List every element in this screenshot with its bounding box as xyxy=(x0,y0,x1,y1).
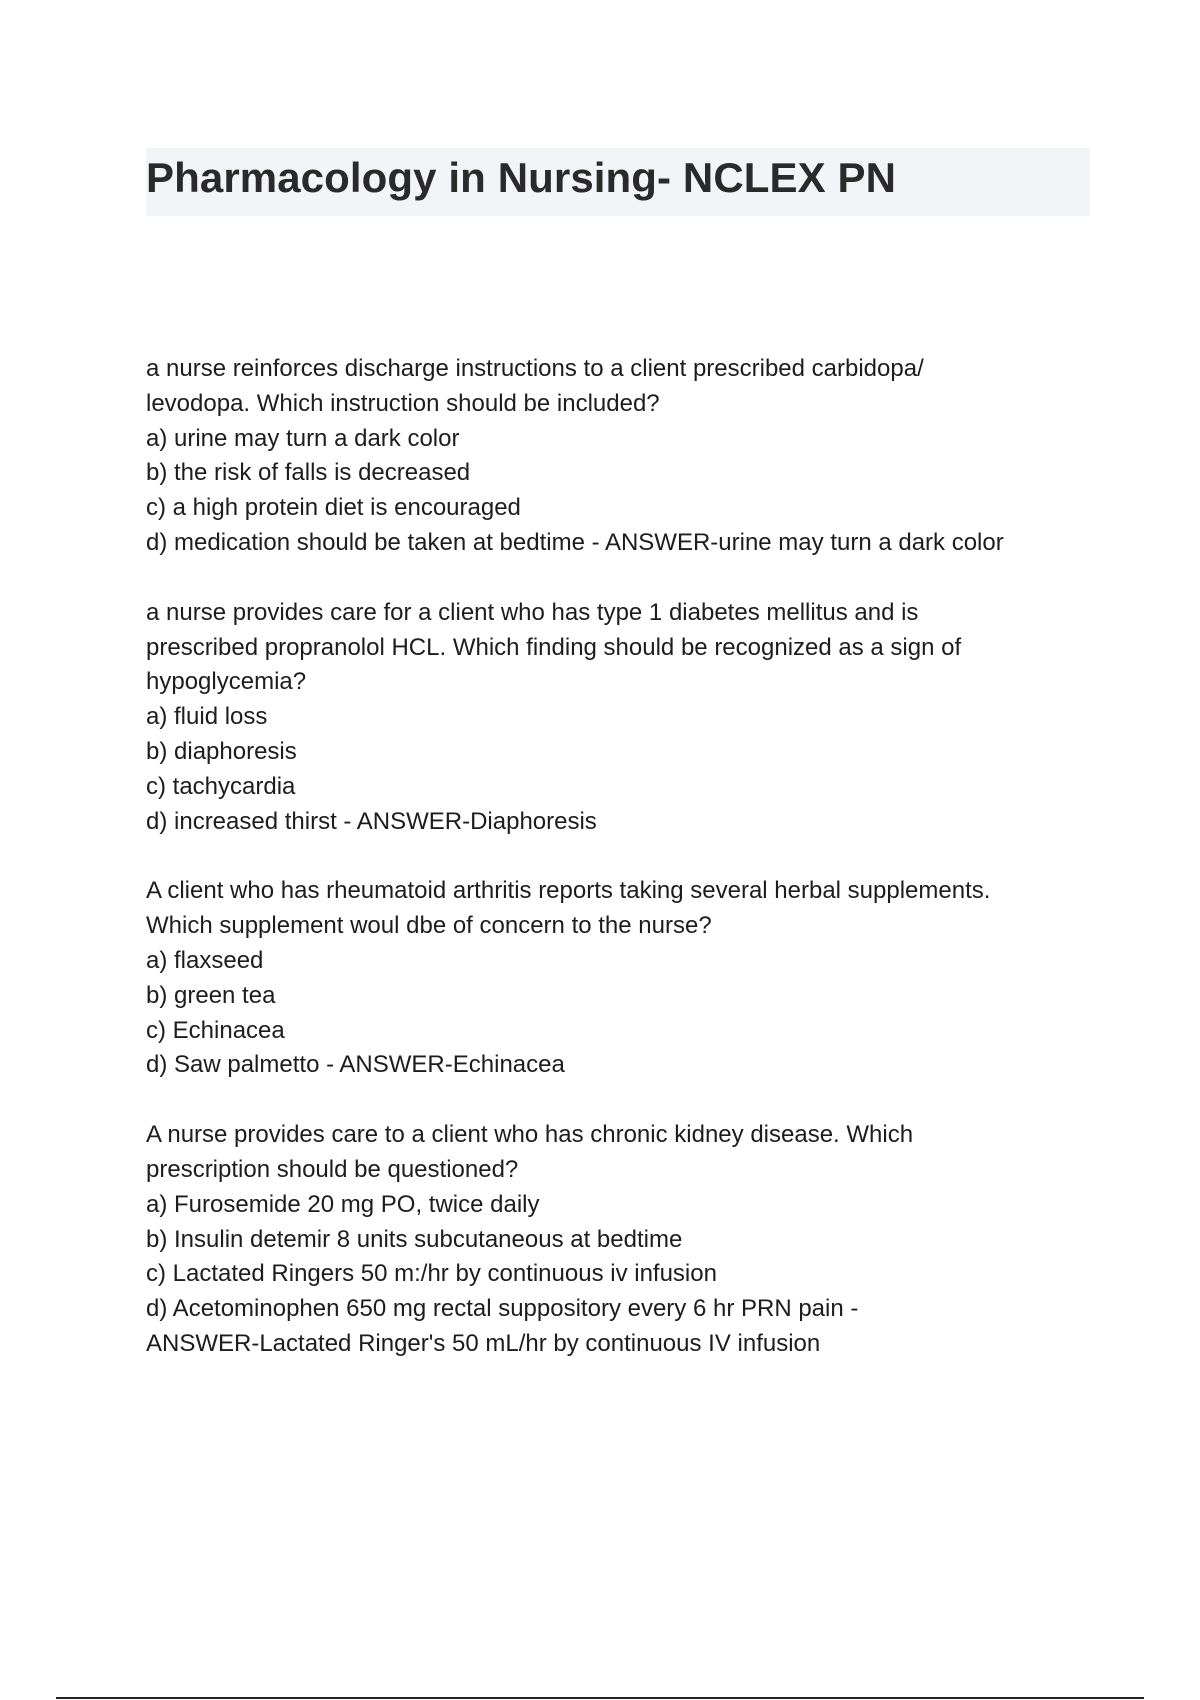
question-text-line: levodopa. Which instruction should be included? xyxy=(146,389,660,417)
answer-option-c: c) Echinacea xyxy=(146,1016,285,1044)
qa-block-1 xyxy=(146,352,1106,561)
answer-option-a: a) fluid loss xyxy=(146,703,268,731)
answer-option-d-with-answer: d) medication should be taken at bedtime - ANSWER-urine may turn a dark color xyxy=(146,528,1004,556)
page-title: Pharmacology in Nursing- NCLEX PN xyxy=(146,154,897,201)
answer-option-b: b) the risk of falls is decreased xyxy=(146,459,471,487)
question-text-line: prescription should be questioned? xyxy=(146,1155,519,1183)
qa-content xyxy=(146,352,1106,1397)
qa-block-3 xyxy=(146,874,1106,1083)
answer-option-c: c) tachycardia xyxy=(146,772,296,800)
answer-option-c: c) a high protein diet is encouraged xyxy=(146,494,521,522)
answer-text-line: ANSWER-Lactated Ringer's 50 mL/hr by continuous IV infusion xyxy=(146,1329,821,1357)
title-band xyxy=(146,148,1090,216)
question-text-line: Which supplement woul dbe of concern to the nurse? xyxy=(146,912,712,940)
question-text-line: a nurse provides care for a client who has type 1 diabetes mellitus and is xyxy=(146,598,919,626)
question-text-line: prescribed propranolol HCL. Which finding should be recognized as a sign of xyxy=(146,633,962,661)
question-text-line: A client who has rheumatoid arthritis reports taking several herbal supplements. xyxy=(146,877,991,905)
answer-option-d: d) Acetominophen 650 mg rectal suppository every 6 hr PRN pain - xyxy=(146,1295,859,1323)
answer-option-c: c) Lactated Ringers 50 m:/hr by continuous iv infusion xyxy=(146,1260,717,1288)
question-text-line: A nurse provides care to a client who has chronic kidney disease. Which xyxy=(146,1121,914,1149)
answer-option-b: b) green tea xyxy=(146,981,276,1009)
answer-option-a: a) Furosemide 20 mg PO, twice daily xyxy=(146,1190,540,1218)
answer-option-d-with-answer: d) Saw palmetto - ANSWER-Echinacea xyxy=(146,1051,565,1079)
answer-option-a: a) flaxseed xyxy=(146,946,264,974)
answer-option-b: b) diaphoresis xyxy=(146,737,297,765)
answer-option-d-with-answer: d) increased thirst - ANSWER-Diaphoresis xyxy=(146,807,597,835)
answer-option-b: b) Insulin detemir 8 units subcutaneous at bedtime xyxy=(146,1225,683,1253)
question-text-line: a nurse reinforces discharge instructions to a client prescribed carbidopa/ xyxy=(146,355,924,382)
qa-block-4 xyxy=(146,1118,1106,1362)
qa-block-2 xyxy=(146,596,1106,840)
answer-option-a: a) urine may turn a dark color xyxy=(146,424,460,452)
question-text-line: hypoglycemia? xyxy=(146,668,307,696)
footer-divider xyxy=(56,1697,1144,1699)
